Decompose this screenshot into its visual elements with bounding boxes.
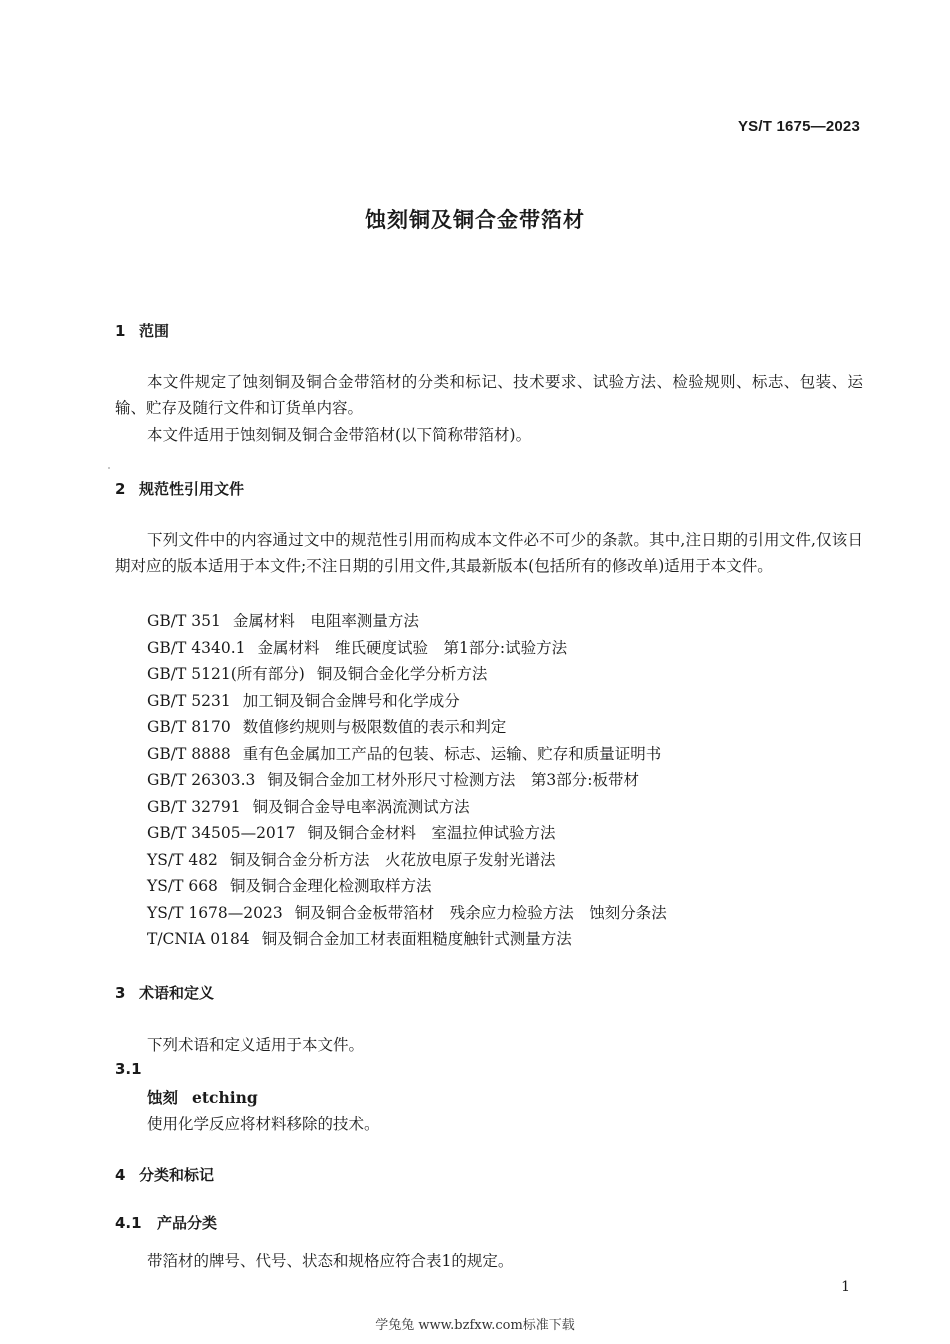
subsection-4-1-heading xyxy=(115,1212,217,1233)
reference-list xyxy=(147,608,667,953)
standard-code: YS/T 1675—2023 xyxy=(737,118,860,135)
reference-code: GB/T 5121(所有部分) xyxy=(147,665,305,683)
scope-paragraph-2: 本文件适用于蚀刻铜及铜合金带箔材(以下简称带箔材)。 xyxy=(147,426,532,444)
reference-code: GB/T 4340.1 xyxy=(147,638,246,657)
reference-item xyxy=(147,926,667,953)
reference-code: GB/T 8170 xyxy=(147,718,231,736)
term-name xyxy=(147,1086,258,1108)
section-number: 4 xyxy=(115,1166,126,1184)
reference-code: GB/T 26303.3 xyxy=(147,771,256,789)
reference-title: 加工铜及铜合金牌号和化学成分 xyxy=(242,691,460,710)
document-title: 蚀刻铜及铜合金带箔材 xyxy=(365,208,585,232)
normative-references-intro: 下列文件中的内容通过文中的规范性引用而构成本文件必不可少的条款。其中,注日期的引用文件,仅该日期对应的版本适用于本文件;不注日期的引用文件,其最新版本(包括所有的修改单)适用于本文件。 xyxy=(115,531,863,575)
section-title: 范围 xyxy=(139,322,170,340)
section-title: 分类和标记 xyxy=(139,1166,215,1184)
reference-code: GB/T 32791 xyxy=(147,797,241,816)
reference-item xyxy=(147,794,667,821)
classification-text: 带箔材的牌号、代号、状态和规格应符合表1的规定。 xyxy=(147,1252,514,1270)
terms-intro: 下列术语和定义适用于本文件。 xyxy=(147,1036,365,1054)
term-english: etching xyxy=(192,1088,258,1107)
section-1-heading xyxy=(115,320,169,341)
reference-code: GB/T 5231 xyxy=(147,691,231,710)
section-4-heading xyxy=(115,1164,214,1185)
section-number: 1 xyxy=(115,322,126,340)
footer-watermark: 学兔兔 www.bzfxw.com标准下载 xyxy=(375,1318,575,1333)
reference-item xyxy=(147,820,667,847)
reference-title: 铜及铜合金加工材表面粗糙度触针式测量方法 xyxy=(261,930,572,948)
reference-title: 铜及铜合金导电率涡流测试方法 xyxy=(252,797,470,816)
page-number: 1 xyxy=(841,1279,850,1295)
reference-code: T/CNIA 0184 xyxy=(147,930,250,948)
section-2-heading xyxy=(115,478,244,499)
reference-code: YS/T 668 xyxy=(147,877,218,895)
reference-code: GB/T 8888 xyxy=(147,744,231,763)
reference-item xyxy=(147,767,667,794)
section-title: 规范性引用文件 xyxy=(139,480,245,498)
reference-title: 数值修约规则与极限数值的表示和判定 xyxy=(242,718,507,736)
scan-speck xyxy=(108,467,110,469)
reference-title: 铜及铜合金分析方法 火花放电原子发射光谱法 xyxy=(229,850,556,869)
reference-item xyxy=(147,661,667,688)
reference-code: GB/T 34505—2017 xyxy=(147,824,296,842)
section-number: 3 xyxy=(115,984,126,1002)
reference-title: 金属材料 电阻率测量方法 xyxy=(232,612,419,630)
reference-item xyxy=(147,847,667,874)
reference-title: 铜及铜合金板带箔材 残余应力检验方法 蚀刻分条法 xyxy=(294,903,667,922)
reference-item xyxy=(147,741,667,768)
subsection-number: 4.1 xyxy=(115,1214,142,1232)
scope-paragraph-1: 本文件规定了蚀刻铜及铜合金带箔材的分类和标记、技术要求、试验方法、检验规则、标志、包装、运输、贮存及随行文件和订货单内容。 xyxy=(115,373,863,417)
reference-item xyxy=(147,688,667,715)
reference-item xyxy=(147,900,667,927)
term-number: 3.1 xyxy=(115,1060,142,1078)
reference-item xyxy=(147,714,667,741)
reference-item xyxy=(147,635,667,662)
reference-item xyxy=(147,873,667,900)
reference-code: YS/T 1678—2023 xyxy=(147,903,283,922)
section-3-heading xyxy=(115,982,214,1003)
term-chinese: 蚀刻 xyxy=(147,1089,179,1107)
section-title: 术语和定义 xyxy=(139,984,215,1002)
reference-title: 铜及铜合金化学分析方法 xyxy=(316,665,488,683)
section-number: 2 xyxy=(115,480,126,498)
reference-title: 铜及铜合金加工材外形尺寸检测方法 第3部分:板带材 xyxy=(267,771,639,789)
reference-code: GB/T 351 xyxy=(147,612,221,630)
reference-title: 铜及铜合金理化检测取样方法 xyxy=(229,877,432,895)
subsection-title: 产品分类 xyxy=(157,1214,218,1232)
reference-title: 重有色金属加工产品的包装、标志、运输、贮存和质量证明书 xyxy=(242,744,662,763)
reference-item xyxy=(147,608,667,635)
reference-title: 铜及铜合金材料 室温拉伸试验方法 xyxy=(307,824,556,842)
term-definition: 使用化学反应将材料移除的技术。 xyxy=(147,1115,380,1133)
reference-code: YS/T 482 xyxy=(147,850,218,869)
reference-title: 金属材料 维氏硬度试验 第1部分:试验方法 xyxy=(257,638,568,657)
